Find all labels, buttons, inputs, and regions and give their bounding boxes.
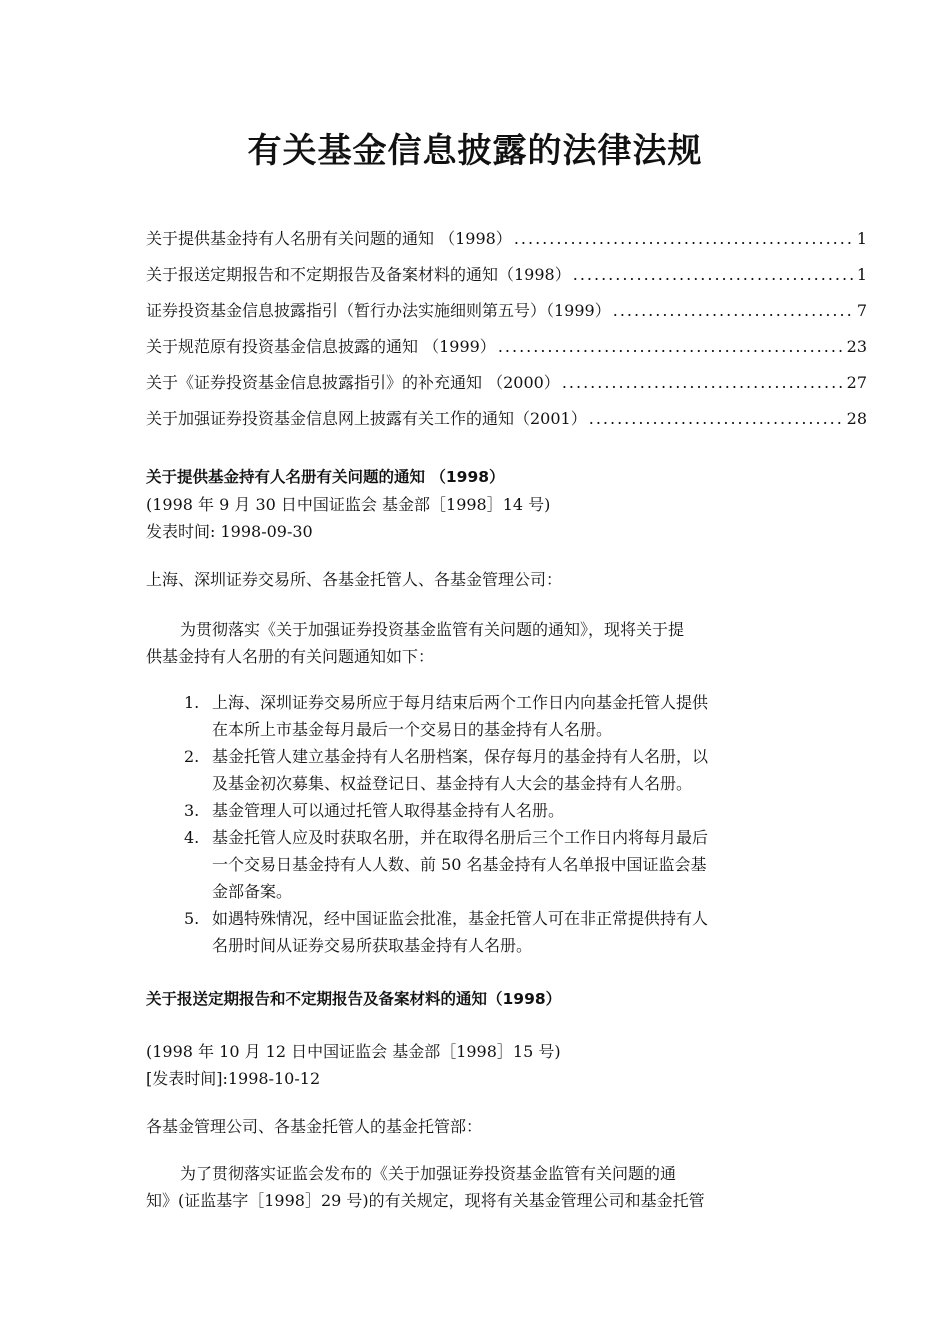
list-item-line: 金部备案。 [212, 882, 293, 901]
toc-page-number: 1 [856, 229, 867, 248]
page-title: 有关基金信息披露的法律法规 [247, 131, 703, 171]
list-number: 4. [184, 828, 200, 847]
numbered-list [146, 689, 806, 959]
list-item-line: 及基金初次募集、权益登记日、基金持有人大会的基金持有人名册。 [212, 774, 693, 793]
paragraph-line: 为贯彻落实《关于加强证券投资基金监管有关问题的通知》，现将关于提 [180, 620, 685, 639]
source-line: (1998 年 10 月 12 日中国证监会 基金部［1998］15 号) [146, 1042, 561, 1061]
toc-entry-title: 关于提供基金持有人名册有关问题的通知 （1998） [146, 229, 512, 248]
list-number: 2. [184, 747, 200, 766]
toc-entry-title: 关于《证券投资基金信息披露指引》的补充通知 （2000） [146, 373, 560, 392]
section-heading: 关于提供基金持有人名册有关问题的通知 （1998） [146, 468, 505, 486]
toc-entry[interactable] [146, 262, 867, 298]
list-number: 1. [184, 693, 200, 712]
list-item-line: 基金管理人可以通过托管人取得基金持有人名册。 [212, 801, 565, 820]
list-number: 3. [184, 801, 200, 820]
addressee: 上海、深圳证券交易所、各基金托管人、各基金管理公司： [146, 570, 563, 589]
toc-leader-dots [613, 298, 855, 324]
intro-paragraph [146, 616, 806, 670]
toc-entry-title: 关于规范原有投资基金信息披露的通知 （1999） [146, 337, 496, 356]
toc-leader-dots [514, 226, 855, 252]
toc-page-number: 1 [856, 265, 867, 284]
list-item-line: 基金托管人应及时获取名册，并在取得名册后三个工作日内将每月最后 [212, 828, 709, 847]
table-of-contents [146, 226, 867, 442]
intro-paragraph [146, 1160, 806, 1214]
toc-leader-dots [562, 370, 845, 396]
toc-entry[interactable] [146, 226, 867, 262]
list-item [146, 797, 806, 824]
list-item [146, 743, 806, 797]
toc-leader-dots [589, 406, 845, 432]
toc-leader-dots [573, 262, 855, 288]
toc-entry[interactable] [146, 334, 867, 370]
toc-page-number: 23 [846, 337, 867, 356]
paragraph-line: 为了贯彻落实证监会发布的《关于加强证券投资基金监管有关问题的通 [180, 1164, 677, 1183]
list-item-line: 在本所上市基金每月最后一个交易日的基金持有人名册。 [212, 720, 613, 739]
toc-page-number: 27 [846, 373, 867, 392]
toc-entry[interactable] [146, 370, 867, 406]
toc-page-number: 7 [856, 301, 867, 320]
publish-date: 发表时间: 1998-09-30 [146, 522, 313, 541]
addressee: 各基金管理公司、各基金托管人的基金托管部： [146, 1117, 483, 1136]
toc-entry[interactable] [146, 298, 867, 334]
source-line: (1998 年 9 月 30 日中国证监会 基金部［1998］14 号) [146, 495, 551, 514]
list-item-line: 一个交易日基金持有人人数、前 50 名基金持有人名单报中国证监会基 [212, 855, 707, 874]
list-item-line: 基金托管人建立基金持有人名册档案，保存每月的基金持有人名册，以 [212, 747, 709, 766]
toc-page-number: 28 [846, 409, 867, 428]
section-2-meta [146, 1038, 806, 1092]
list-item [146, 689, 806, 743]
list-item [146, 824, 806, 905]
list-item [146, 905, 806, 959]
list-number: 5. [184, 909, 200, 928]
toc-entry-title: 关于加强证券投资基金信息网上披露有关工作的通知（2001） [146, 409, 587, 428]
paragraph-line: 知》(证监基字［1998］29 号)的有关规定，现将有关基金管理公司和基金托管 [146, 1191, 705, 1210]
toc-entry-title: 关于报送定期报告和不定期报告及备案材料的通知（1998） [146, 265, 571, 284]
toc-entry[interactable] [146, 406, 867, 442]
list-item-line: 上海、深圳证券交易所应于每月结束后两个工作日内向基金托管人提供 [212, 693, 709, 712]
section-heading: 关于报送定期报告和不定期报告及备案材料的通知（1998） [146, 990, 562, 1008]
toc-leader-dots [498, 334, 845, 360]
publish-date: [发表时间]:1998-10-12 [146, 1069, 321, 1088]
list-item-line: 如遇特殊情况，经中国证监会批准，基金托管人可在非正常提供持有人 [212, 909, 709, 928]
section-1-header [146, 464, 806, 545]
toc-entry-title: 证券投资基金信息披露指引（暂行办法实施细则第五号）（1999） [146, 301, 611, 320]
paragraph-line: 供基金持有人名册的有关问题通知如下： [146, 647, 435, 666]
list-item-line: 名册时间从证券交易所获取基金持有人名册。 [212, 936, 533, 955]
